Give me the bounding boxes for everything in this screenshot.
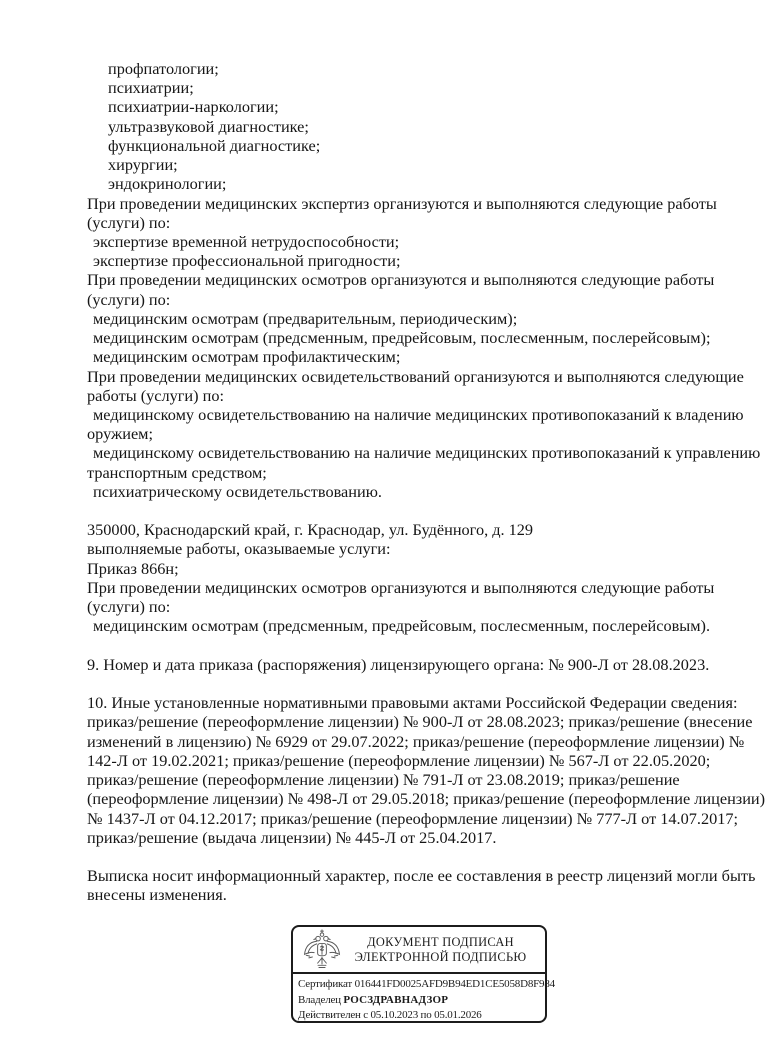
document-line: 9. Номер и дата приказа (распоряжения) лицензирующего органа: № 900-Л от 28.08.2023.	[87, 654, 710, 674]
document-line: оружием;	[87, 424, 154, 444]
document-line: 142-Л от 19.02.2021; приказ/решение (переоформление лицензии) № 567-Л от 22.05.2020;	[87, 750, 711, 770]
document-line: транспортным средством;	[87, 462, 267, 482]
document-line: медицинским осмотрам (предсменным, предрейсовым, послесменным, послерейсовым);	[93, 328, 711, 348]
certificate-label: Сертификат	[298, 978, 352, 990]
document-line: экспертизе профессиональной пригодности;	[93, 251, 401, 271]
stamp-title	[342, 935, 545, 963]
document-line: работы (услуги) по:	[87, 385, 225, 405]
stamp-certificate-row	[298, 977, 555, 993]
document-line: хирургии;	[108, 155, 178, 175]
document-line: ультразвуковой диагностике;	[108, 116, 309, 136]
signature-stamp	[291, 925, 555, 1023]
document-line: При проведении медицинских освидетельствований организуются и выполняются следующие	[87, 366, 744, 386]
document-line: профпатологии;	[108, 59, 219, 78]
document-line: При проведении медицинских осмотров организуются и выполняются следующие работы	[87, 577, 715, 597]
document-line: (услуги) по:	[87, 597, 171, 617]
document-line: медицинскому освидетельствованию на наличие медицинских противопоказаний к управлению	[93, 443, 761, 463]
document-line	[87, 674, 767, 693]
document-line	[87, 636, 767, 655]
document-line: При проведении медицинских осмотров организуются и выполняются следующие работы	[87, 270, 715, 290]
stamp-header	[293, 927, 545, 974]
document-line: медицинским осмотрам (предсменным, предрейсовым, послесменным, послерейсовым).	[93, 616, 711, 636]
stamp-body	[293, 974, 555, 1024]
document-line: медицинским осмотрам профилактическим;	[93, 347, 401, 367]
document-line: (услуги) по:	[87, 289, 171, 309]
document-line: медицинским осмотрам (предварительным, периодическим);	[93, 308, 518, 328]
owner-value: РОСЗДРАВНАДЗОР	[343, 993, 449, 1006]
document-line: (услуги) по:	[87, 212, 171, 232]
document-line: психиатрии;	[108, 78, 194, 98]
document-line: психиатрии-наркологии;	[108, 97, 279, 117]
document-line	[87, 847, 767, 866]
stamp-validity-row	[298, 1008, 540, 1024]
document-line: медицинскому освидетельствованию на наличие медицинских противопоказаний к владению	[93, 404, 744, 424]
document-line: приказ/решение (переоформление лицензии) № 791-Л от 23.08.2019; приказ/решение	[87, 770, 680, 790]
document-line: Приказ 866н;	[87, 558, 179, 578]
document-line: При проведении медицинских экспертиз организуются и выполняются следующие работы	[87, 193, 717, 213]
document-line	[87, 501, 767, 520]
document-line: приказ/решение (переоформление лицензии) № 900-Л от 28.08.2023; приказ/решение (внесение	[87, 712, 753, 732]
document-line: экспертизе временной нетрудоспособности;	[93, 231, 400, 251]
document-line: внесены изменения.	[87, 885, 227, 905]
certificate-value: 016441FD0025AFD9B94ED1CE5058D8F984	[354, 978, 555, 990]
validity-text: Действителен с 05.10.2023 по 05.01.2026	[298, 1009, 482, 1022]
document-line: изменений в лицензию) № 6929 от 29.07.2022; приказ/решение (переоформление лицензии) №	[87, 731, 745, 751]
stamp-title-line2: ЭЛЕКТРОННОЙ ПОДПИСЬЮ	[354, 949, 527, 964]
document-body	[87, 59, 767, 905]
stamp-owner-row	[298, 993, 540, 1009]
roszdravnadzor-emblem-icon	[302, 929, 342, 971]
document-line: эндокринологии;	[108, 174, 227, 194]
document-line: № 1437-Л от 04.12.2017; приказ/решение (переоформление лицензии) № 777-Л от 14.07.2017;	[87, 808, 739, 828]
document-line: 10. Иные установленные нормативными правовыми актами Российской Федерации сведения:	[87, 693, 738, 713]
owner-label: Владелец	[298, 993, 341, 1006]
document-line: функциональной диагностике;	[108, 135, 321, 155]
document-line: психиатрическому освидетельствованию.	[93, 481, 382, 501]
document-line: Выписка носит информационный характер, после ее составления в реестр лицензий могли быть	[87, 866, 756, 886]
document-line: выполняемые работы, оказываемые услуги:	[87, 539, 391, 559]
document-line: (переоформление лицензии) № 498-Л от 29.05.2018; приказ/решение (переоформление лицензии)	[87, 789, 766, 809]
document-line: приказ/решение (выдача лицензии) № 445-Л от 25.04.2017.	[87, 827, 497, 847]
document-line: 350000, Краснодарский край, г. Краснодар, ул. Будённого, д. 129	[87, 520, 534, 540]
stamp-title-line1: ДОКУМЕНТ ПОДПИСАН	[367, 935, 514, 950]
